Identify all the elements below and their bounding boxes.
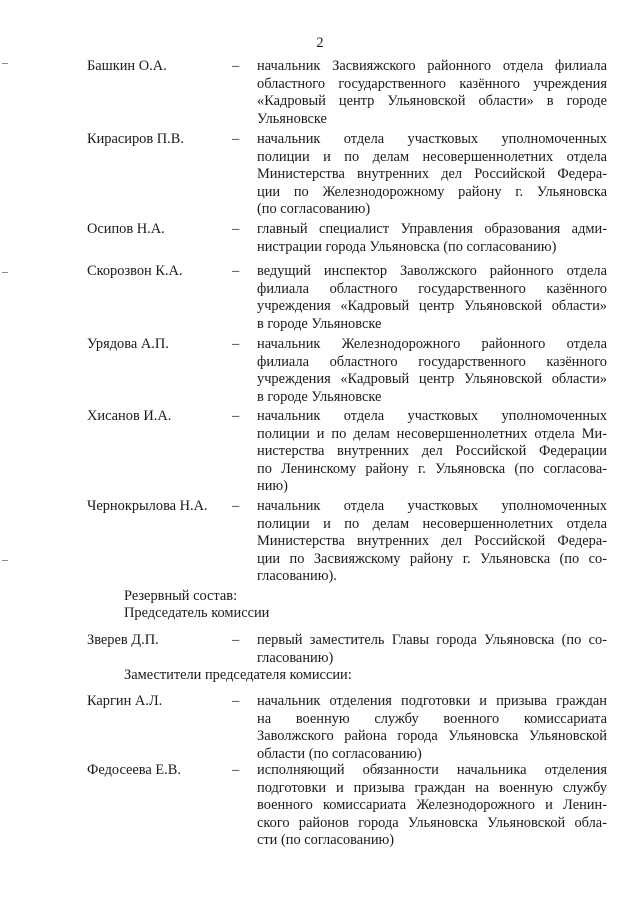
position-line: начальник отдела участковых уполномоченных — [257, 408, 607, 424]
position-line: гласованию). — [257, 568, 337, 584]
member-position — [257, 336, 607, 406]
member-position — [257, 263, 607, 333]
member-entry — [0, 336, 640, 405]
member-entry — [0, 58, 640, 127]
member-entry — [0, 263, 640, 332]
position-line: начальник отделения подготовки и призыва граждан — [257, 693, 607, 709]
position-line: в городе Ульяновске — [257, 315, 382, 332]
position-line: «Кадровый центр Ульяновской области» в городе — [257, 93, 607, 109]
position-line: первый заместитель Главы города Ульяновска (по со- — [257, 632, 607, 648]
member-name: Скорозвон К.А. — [87, 263, 183, 279]
member-position — [257, 131, 607, 219]
position-line: учреждения «Кадровый центр Ульяновской области» — [257, 298, 607, 314]
member-dash: – — [232, 336, 240, 352]
member-name: Башкин О.А. — [87, 58, 167, 74]
position-line: полиции и по делам несовершеннолетних отдела — [257, 515, 607, 532]
position-line: Министерства внутренних дел Российской Федера- — [257, 166, 607, 182]
position-line: учреждения «Кадровый центр Ульяновской области» — [257, 371, 607, 387]
member-name: Урядова А.П. — [87, 336, 169, 352]
chair-label: Председатель комиссии — [124, 605, 270, 621]
position-line: нистрации города Ульяновска (по согласованию) — [257, 238, 557, 255]
member-entry — [0, 408, 640, 494]
member-dash: – — [232, 693, 240, 709]
position-line: области (по согласованию) — [257, 745, 422, 762]
position-line: полиции и по делам несовершеннолетних отдела Ми- — [257, 425, 607, 442]
position-line: ведущий инспектор Заволжского районного отдела — [257, 263, 607, 279]
position-line: на военную службу военного комиссариата — [257, 710, 607, 727]
position-line: исполняющий обязанности начальника отделения — [257, 762, 607, 778]
position-line: начальник отдела участковых уполномоченных — [257, 498, 607, 514]
chair-entry — [0, 632, 640, 666]
margin-tick — [2, 63, 8, 64]
member-name: Кирасиров П.В. — [87, 131, 184, 147]
position-line: областного государственного казённого учреждения — [257, 75, 607, 92]
position-line: начальник Железнодорожного районного отдела — [257, 336, 607, 352]
member-position — [257, 693, 607, 763]
position-line: Ульяновске — [257, 110, 327, 127]
member-name: Федосеева Е.В. — [87, 762, 181, 778]
position-line: начальник Засвияжского районного отдела филиала — [257, 58, 607, 74]
position-line: ции по Железнодорожному району г. Ульяновска — [257, 183, 607, 200]
position-line: ского районов города Ульяновска Ульяновской обла- — [257, 814, 607, 831]
member-position — [257, 498, 607, 586]
member-name: Осипов Н.А. — [87, 221, 165, 237]
position-line: нию) — [257, 478, 288, 494]
position-line: филиала областного государственного казённого — [257, 353, 607, 370]
position-line: сти (по согласованию) — [257, 832, 395, 848]
member-dash: – — [232, 632, 240, 648]
page-number: 2 — [316, 35, 324, 51]
member-dash: – — [232, 762, 240, 778]
member-position — [257, 58, 607, 128]
member-name: Чернокрылова Н.А. — [87, 498, 208, 514]
member-position — [257, 221, 607, 256]
member-dash: – — [232, 498, 240, 514]
position-line: военного комиссариата Железнодорожного и Ленин- — [257, 797, 607, 813]
position-line: (по согласованию) — [257, 201, 371, 217]
member-position — [257, 408, 607, 496]
position-line: нистерства внутренних дел Российской Федерации — [257, 443, 607, 459]
deputies-label: Заместители председателя комиссии: — [124, 667, 352, 683]
position-line: главный специалист Управления образования адми- — [257, 221, 607, 237]
deputy-entry — [0, 693, 640, 762]
position-line: ции по Засвияжскому району г. Ульяновска (по со- — [257, 550, 607, 567]
member-dash: – — [232, 221, 240, 237]
member-dash: – — [232, 131, 240, 147]
position-line: начальник отдела участковых уполномоченных — [257, 131, 607, 147]
margin-tick — [2, 272, 8, 273]
position-line: гласованию) — [257, 649, 334, 666]
reserve-heading: Резервный состав: — [124, 588, 238, 604]
member-entry — [0, 221, 640, 255]
position-line: в городе Ульяновске — [257, 388, 382, 405]
position-line: Министерства внутренних дел Российской Федера- — [257, 533, 607, 549]
member-entry — [0, 131, 640, 217]
member-dash: – — [232, 263, 240, 279]
member-dash: – — [232, 58, 240, 74]
member-name: Зверев Д.П. — [87, 632, 159, 648]
position-line: филиала областного государственного казённого — [257, 280, 607, 297]
member-dash: – — [232, 408, 240, 424]
position-line: подготовки и призыва граждан на военную службу — [257, 779, 607, 796]
member-name: Хисанов И.А. — [87, 408, 172, 424]
member-position — [257, 762, 607, 850]
position-line: полиции и по делам несовершеннолетних отдела — [257, 148, 607, 165]
member-entry — [0, 498, 640, 584]
margin-tick — [2, 560, 8, 561]
position-line: Заволжского района города Ульяновска Ульяновской — [257, 728, 607, 744]
member-name: Каргин А.Л. — [87, 693, 163, 709]
deputy-entry — [0, 762, 640, 848]
member-position — [257, 632, 607, 667]
position-line: по Ленинскому району г. Ульяновска (по согласова- — [257, 460, 607, 477]
